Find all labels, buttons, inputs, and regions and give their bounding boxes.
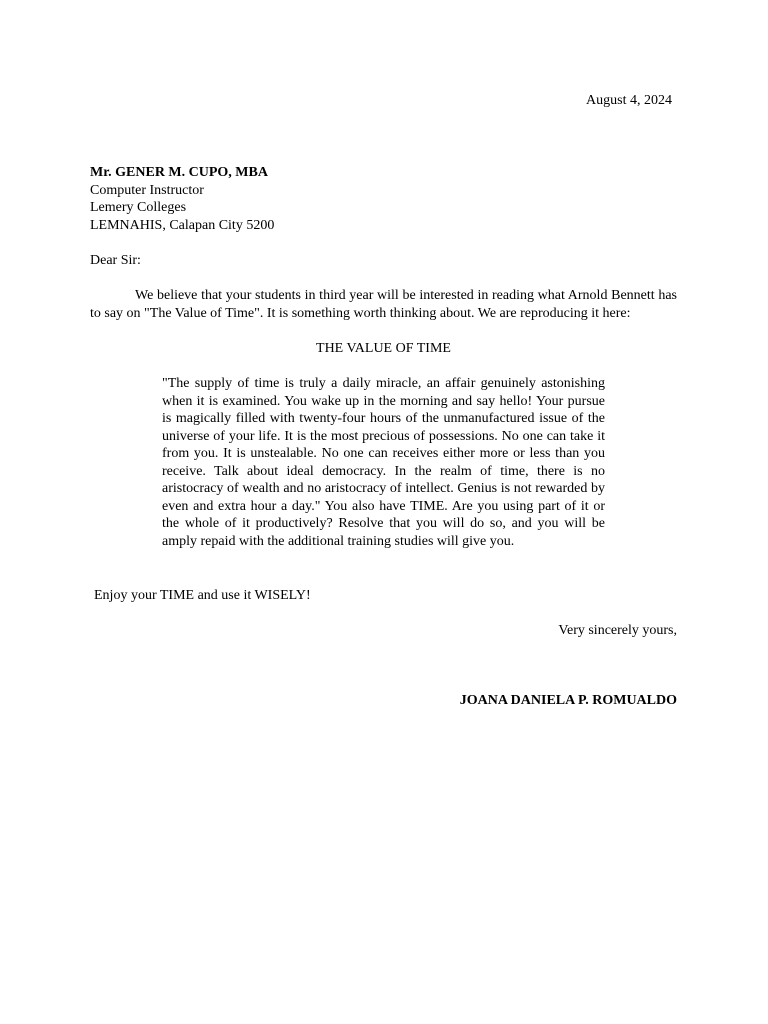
signer-name: JOANA DANIELA P. ROMUALDO <box>459 693 677 708</box>
recipient-title: Computer Instructor <box>90 182 204 198</box>
signoff: Very sincerely yours, <box>558 623 677 638</box>
letter-date: August 4, 2024 <box>586 93 672 108</box>
quote-title: THE VALUE OF TIME <box>316 341 451 356</box>
recipient-organization: Lemery Colleges <box>90 200 187 215</box>
recipient-name: Mr. GENER M. CUPO, MBA <box>90 165 268 180</box>
quote-paragraph: "The supply of time is truly a daily miracle, an affair genuinely astonishing when it is examined. You wake up in the morning and say hello! Your pursue is magically filled with twenty-four hours of the unmanufactured issue of the universe of your life. It is the most precious of possessions. No one can take it from you. It is unstealable. No one can receives either more or less than you receive. Talk about ideal democracy. In the realm of time, there is no aristocracy of wealth and no aristocracy of intellect. Genius is not rewarded by even and extra hour a day." You also have TIME. Are you using part of it or the whole of it productively? Resolve that you will do so, and you will be amply repaid with the additional training studies will give you. <box>162 376 605 549</box>
intro-paragraph: We believe that your students in third year will be interested in reading what Arnold Bennett has to say on "The Value of Time". It is something worth thinking about. We are reproducing it here: <box>90 288 677 321</box>
recipient-address: LEMNAHIS, Calapan City 5200 <box>90 217 275 233</box>
salutation: Dear Sir: <box>90 253 141 268</box>
recipient-block <box>90 164 274 234</box>
closing-note: Enjoy your TIME and use it WISELY! <box>94 588 311 603</box>
